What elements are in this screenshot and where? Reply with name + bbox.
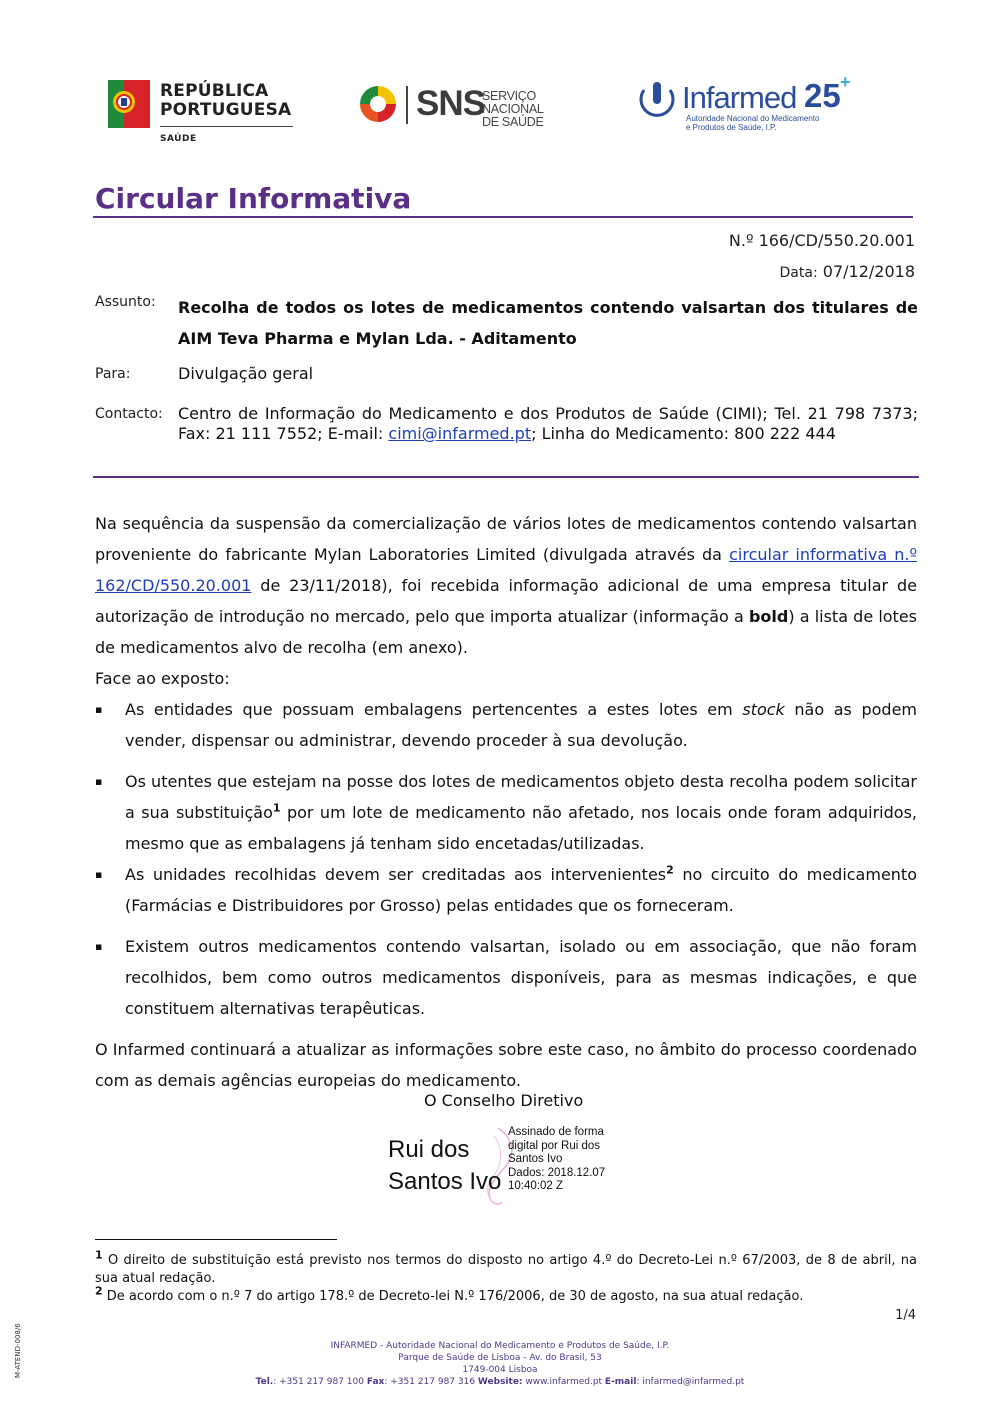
footnote-divider: [95, 1239, 337, 1240]
infarmed-plus-mark: +: [840, 72, 851, 92]
sns-divider: [406, 86, 408, 124]
infarmed-25-mark: 25: [804, 77, 841, 114]
sns-logo: [358, 84, 598, 132]
republica-divider: [160, 126, 293, 127]
document-body: [95, 508, 917, 1096]
signer-name: Rui dos Santos Ivo: [388, 1136, 502, 1195]
footnote-2: $^2$ De acordo com o n.º 7 do artigo 178.º de Decreto-lei N.º 176/2006, de 30 de agosto, na sua atual redação.: [95, 1284, 804, 1304]
infarmed-logo: [638, 72, 868, 142]
page-number: 1/4: [895, 1308, 916, 1323]
list-item: ▪ As unidades recolhidas devem ser creditadas aos intervenientes$^2$ no circuito do medicamento (Farmácias e Distribuidores por Grosso) pelas entidades que os forneceram.: [95, 859, 917, 921]
footnote-1: $^1$ O direito de substituição está previsto nos termos do disposto no artigo 4.º do Decreto-Lei n.º 67/2003, de 8 de abril, na sua atual redação.: [95, 1248, 917, 1286]
header-logos: [108, 72, 868, 158]
contact-label: Contacto:: [95, 406, 163, 422]
sns-wordmark: SNS: [416, 84, 485, 123]
subject-text: Recolha de todos os lotes de medicamentos contendo valsartan dos titulares de AIM Teva Pharma e Mylan Lda. - Aditamento: [178, 298, 918, 348]
page-footer: [0, 1340, 1000, 1388]
circular-date: [780, 262, 915, 281]
lead-text: Face ao exposto:: [95, 669, 230, 688]
measures-list: [95, 694, 917, 1024]
footnote-ref-1: 1: [272, 801, 281, 815]
recipient-text: Divulgação geral: [178, 364, 314, 383]
recipient-label: Para:: [95, 366, 131, 382]
date-label: Data:: [779, 265, 818, 281]
circular-162-link[interactable]: circular informativa n.º 162/CD/550.20.001: [95, 545, 917, 595]
infarmed-subtitle: Autoridade Nacional do Medicamento e Produtos de Saúde, I.P.: [686, 114, 820, 132]
digital-signature: [388, 1126, 628, 1208]
footnotes: [95, 1248, 917, 1306]
republica-portuguesa-logo: [108, 78, 308, 148]
republica-subtitle: SAÚDE: [160, 134, 197, 144]
date-value: 07/12/2018: [822, 262, 915, 281]
sns-subtitle: SERVIÇO NACIONAL DE SAÚDE: [482, 89, 544, 129]
republica-emblem-icon: [108, 80, 150, 128]
footer-address: Parque de Saúde de Lisboa - Av. do Brasil, 53: [398, 1353, 602, 1363]
closing-paragraph: O Infarmed continuará a atualizar as informações sobre este caso, no âmbito do processo coordenado com as demais agências europeias do medicamento.: [95, 1040, 917, 1090]
signature-details: Assinado de forma digital por Rui dos Santos Ivo Dados: 2018.12.07 10:40:02 Z: [508, 1126, 606, 1192]
footer-org: INFARMED - Autoridade Nacional do Medicamento e Produtos de Saúde, I.P.: [330, 1341, 670, 1351]
contact-text: Centro de Informação do Medicamento e dos Produtos de Saúde (CIMI); Tel. 21 798 7373; Fax: 21 111 7552; E-mail: cimi@infarmed.pt; Linha do Medicamento: 800 222 444: [178, 404, 918, 443]
footer-postcode: 1749-004 Lisboa: [462, 1365, 538, 1375]
list-item: ▪ As entidades que possuam embalagens pertencentes a estes lotes em stock não as podem vender, dispensar ou administrar, devendo proceder à sua devolução.: [95, 694, 917, 756]
infarmed-emblem-icon: [638, 80, 676, 120]
republica-title: REPÚBLICA PORTUGUESA: [160, 81, 292, 120]
subject-label: Assunto:: [95, 294, 156, 310]
footer-contacts: Tel.: +351 217 987 100 Fax: +351 217 987 316 Website: www.infarmed.pt E-mail: infarmed@infarmed.pt: [255, 1377, 745, 1387]
list-item: ▪ Existem outros medicamentos contendo valsartan, isolado ou em associação, que não foram recolhidos, bem como outros medicamentos disponíveis, para as mesmas indicações, e que constituem alternativas terapêuticas.: [95, 931, 917, 1024]
title-divider: [93, 216, 913, 218]
sns-emblem-icon: [358, 84, 398, 124]
circular-number: N.º 166/CD/550.20.001: [728, 231, 915, 250]
meta-divider: [93, 476, 919, 478]
document-title: Circular Informativa: [95, 182, 412, 215]
footnote-ref-2: 2: [666, 863, 674, 877]
form-code: M-ATEND-008/6: [14, 1323, 22, 1378]
list-item: ▪ Os utentes que estejam na posse dos lotes de medicamentos objeto desta recolha podem solicitar a sua substituição$^1$ por um lote de medicamento não afetado, nos locais onde foram adquiridos, mesmo que as embalagens já tenham sido encetadas/utilizadas.: [95, 766, 917, 859]
infarmed-wordmark: Infarmed: [682, 80, 797, 115]
intro-paragraph: Na sequência da suspensão da comercialização de vários lotes de medicamentos contendo valsartan proveniente do fabricante Mylan Laboratories Limited (divulgada através da circular informativa n.º 162/CD/550.20.001 de 23/11/2018), foi recebida informação adicional de uma empresa titular de autorização de introdução no mercado, pelo que importa atualizar (informação a bold) a lista de lotes de medicamentos alvo de recolha (em anexo).: [95, 514, 918, 657]
signoff: O Conselho Diretivo: [424, 1091, 584, 1110]
contact-email-link[interactable]: cimi@infarmed.pt: [388, 424, 532, 443]
